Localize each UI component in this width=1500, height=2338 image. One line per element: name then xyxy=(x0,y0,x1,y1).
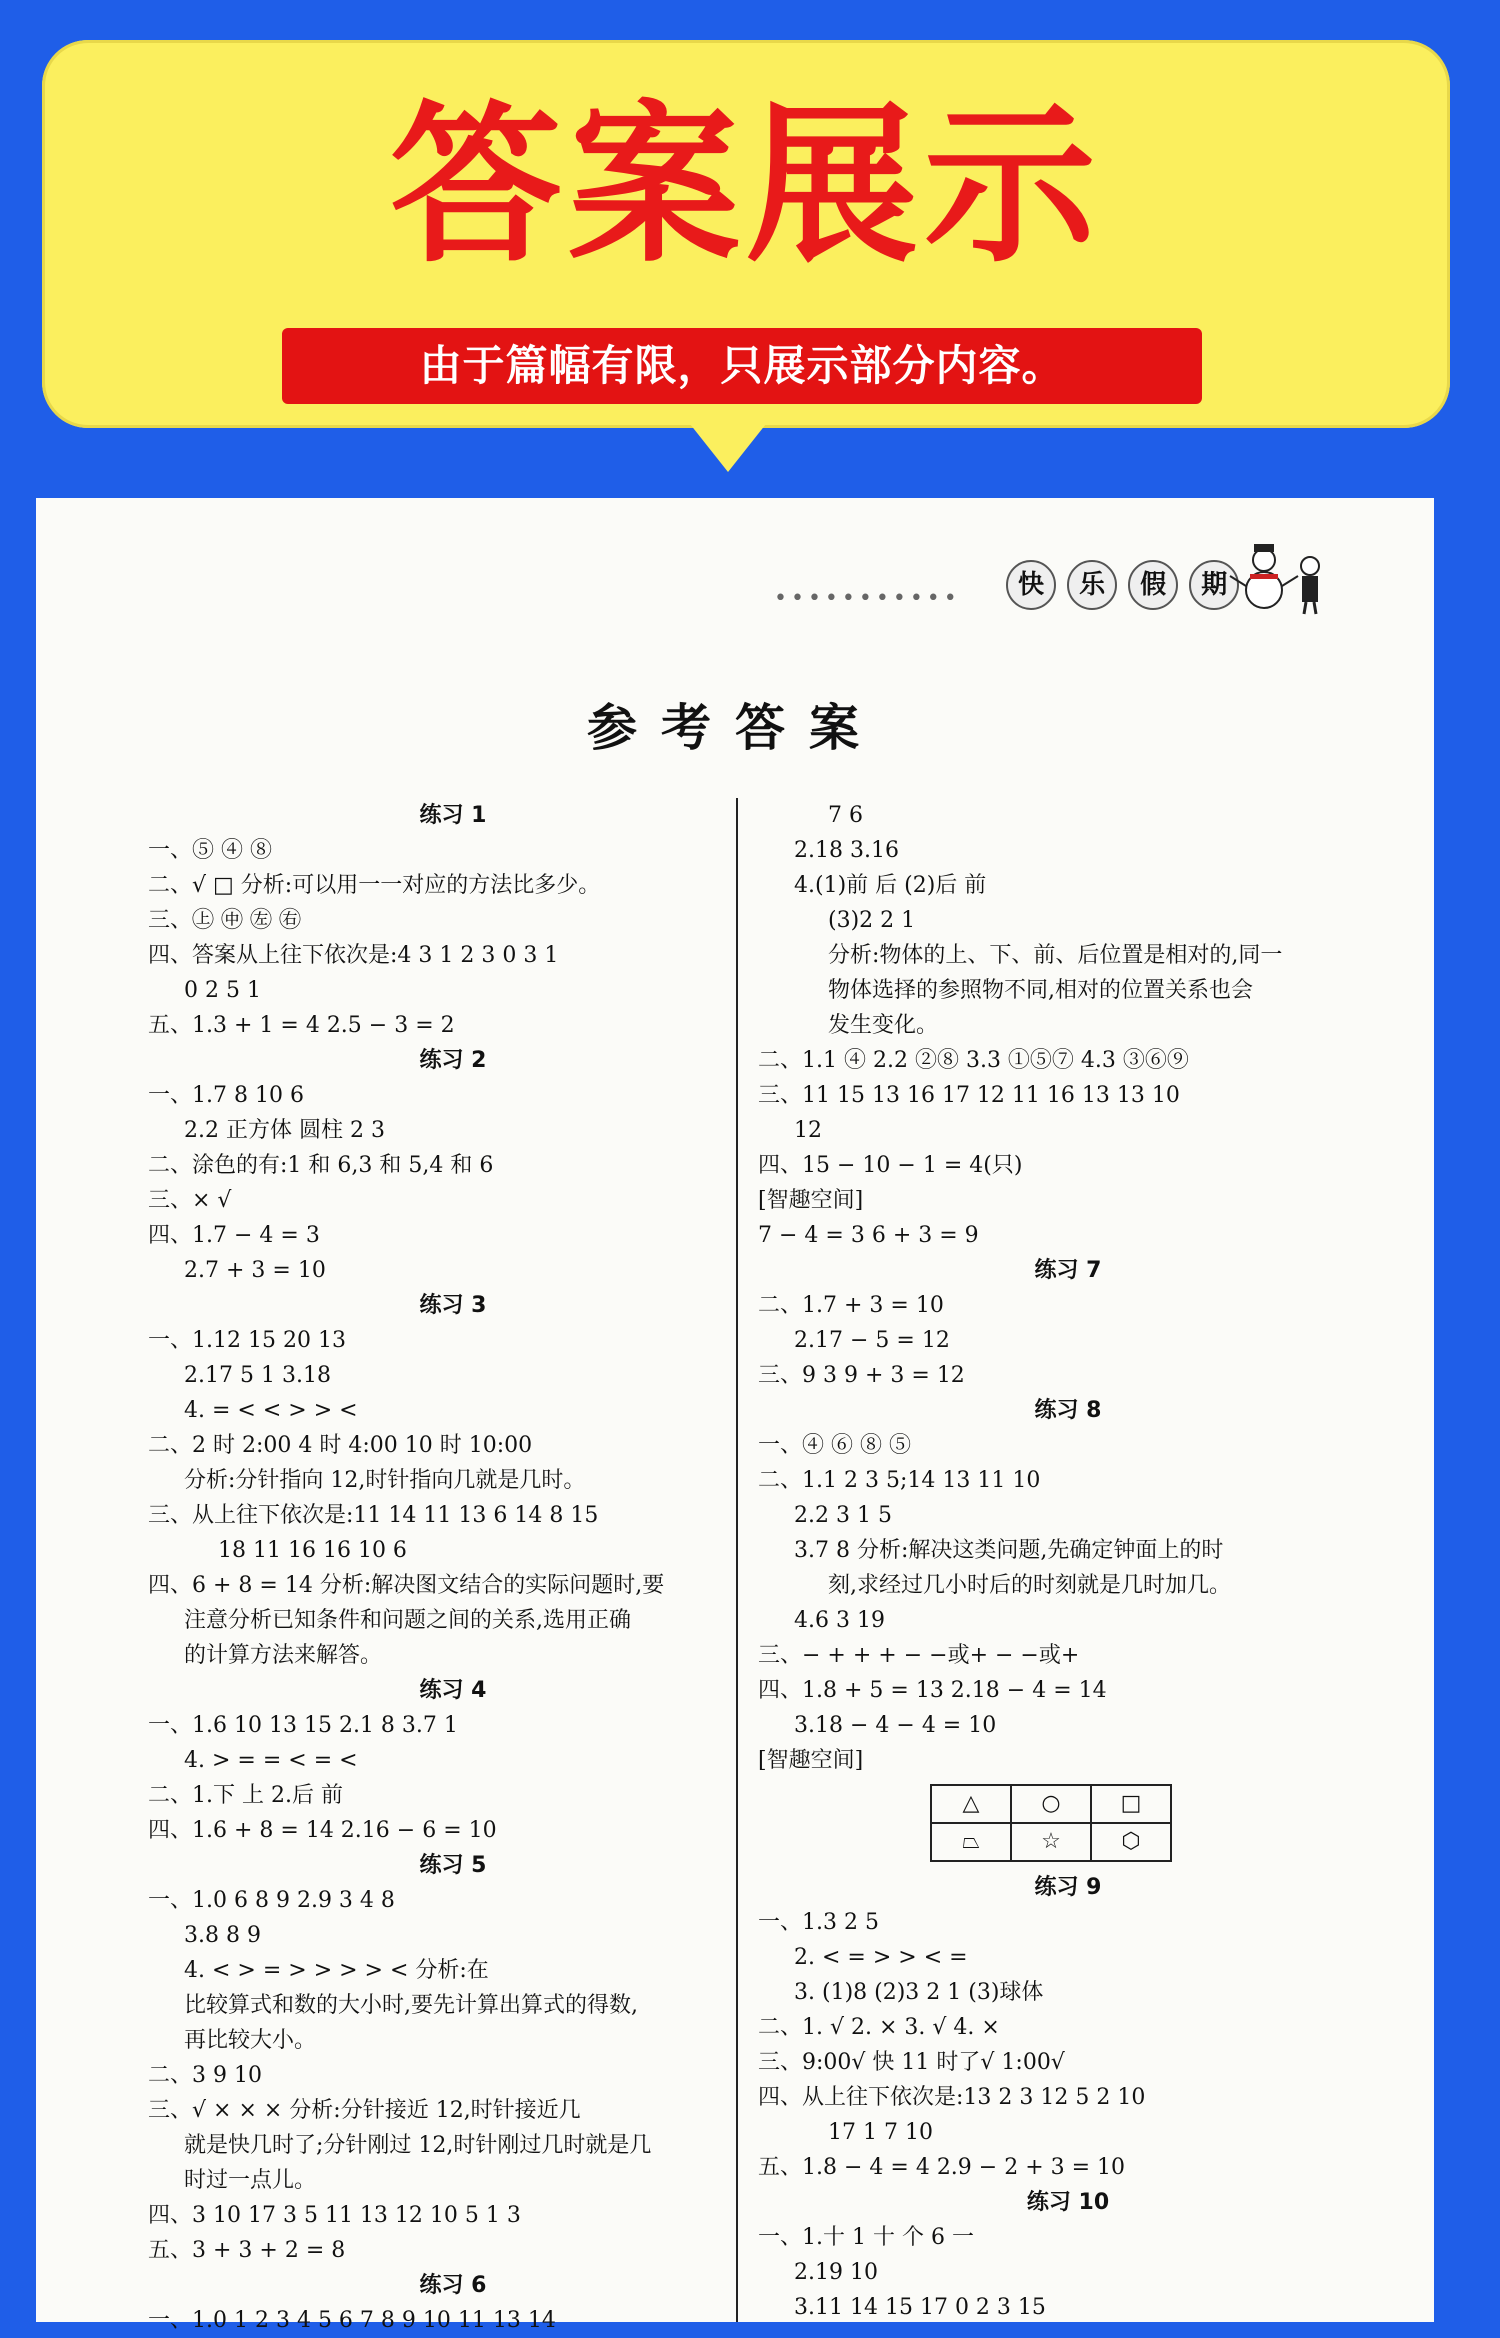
answer-line: [智趣空间] xyxy=(758,1188,864,1213)
answer-line: 三、9 3 9 + 3 = 12 xyxy=(758,1363,965,1388)
answer-line: 一、1.6 10 13 15 2.1 8 3.7 1 xyxy=(148,1713,458,1738)
answer-line: 三、− + + + − −或+ − −或+ xyxy=(758,1643,1080,1668)
answer-line: 2.17 5 1 3.18 xyxy=(184,1363,331,1388)
shape-cell: ⬡ xyxy=(1091,1823,1171,1861)
answer-line: 物体选择的参照物不同,相对的位置关系也会 xyxy=(828,978,1253,1003)
answer-line: 四、15 − 10 − 1 = 4(只) xyxy=(758,1153,1023,1178)
exercise-heading: 练习 10 xyxy=(1026,2190,1110,2215)
answer-line: 4. = < < > > < xyxy=(184,1398,358,1423)
answer-line: 4. > = = < = < xyxy=(184,1748,358,1773)
exercise-heading: 练习 4 xyxy=(419,1678,487,1703)
answer-line: 3.18 − 4 − 4 = 10 xyxy=(794,1713,997,1738)
answer-line: 四、1.6 + 8 = 14 2.16 − 6 = 10 xyxy=(148,1818,497,1843)
answer-line: 发生变化。 xyxy=(828,1013,939,1038)
header-badge: 期 xyxy=(1189,560,1239,610)
answer-line: 3.8 8 9 xyxy=(184,1923,261,1948)
shape-cell: △ xyxy=(931,1785,1011,1823)
shape-cell: ☆ xyxy=(1011,1823,1091,1861)
answer-line: 时过一点儿。 xyxy=(184,2168,317,2193)
exercise-heading: 练习 8 xyxy=(1034,1398,1102,1423)
shape-cell: ○ xyxy=(1011,1785,1091,1823)
answer-line: 3.7 8 分析:解决这类问题,先确定钟面上的时 xyxy=(794,1538,1224,1563)
answer-line: 18 11 16 16 10 6 xyxy=(218,1538,407,1563)
banner-pointer xyxy=(690,424,766,472)
answer-line: 17 1 7 10 xyxy=(828,2120,933,2145)
answer-line: 2. < = > > < = xyxy=(794,1945,968,1970)
answer-column-right xyxy=(758,798,1378,2325)
banner-title: 答案展示 xyxy=(390,85,1102,286)
answer-line: 一、④ ⑥ ⑧ ⑤ xyxy=(758,1433,911,1458)
answer-line: 4. < > = > > > > < 分析:在 xyxy=(184,1958,489,1983)
header-decoration xyxy=(774,538,1334,628)
answer-line: 三、9:00√ 快 11 时了√ 1:00√ xyxy=(758,2050,1065,2075)
answer-line: 比较算式和数的大小时,要先计算出算式的得数, xyxy=(184,1993,638,2018)
answer-line: 4.6 3 19 xyxy=(794,1608,885,1633)
answer-line: 一、1.十 1 十 个 6 一 xyxy=(758,2225,974,2250)
answer-page xyxy=(36,498,1434,2333)
exercise-heading: 练习 9 xyxy=(1034,1875,1102,1900)
exercise-heading: 练习 5 xyxy=(419,1853,487,1878)
header-badge: 乐 xyxy=(1067,560,1117,610)
answer-line: 四、1.7 − 4 = 3 xyxy=(148,1223,320,1248)
answer-line: 2.19 10 xyxy=(794,2260,878,2285)
header-badges xyxy=(1006,560,1245,610)
answer-line: 三、从上往下依次是:11 14 11 13 6 14 8 15 xyxy=(148,1503,599,1528)
answer-line: 一、1.3 2 5 xyxy=(758,1910,879,1935)
answer-line: 就是快几时了;分针刚过 12,时针刚过几时就是几 xyxy=(184,2133,652,2158)
answer-line: 三、11 15 13 16 17 12 11 16 13 13 10 xyxy=(758,1083,1180,1108)
answer-line: 2.2 正方体 圆柱 2 3 xyxy=(184,1118,385,1143)
answer-line: 2.17 − 5 = 12 xyxy=(794,1328,950,1353)
exercise-heading: 练习 3 xyxy=(419,1293,487,1318)
answer-line: 的计算方法来解答。 xyxy=(184,1643,383,1668)
exercise-heading: 练习 2 xyxy=(419,1048,487,1073)
answer-line: 刻,求经过几小时后的时刻就是几时加几。 xyxy=(828,1573,1231,1598)
answer-line: 一、1.12 15 20 13 xyxy=(148,1328,346,1353)
header-badge: 快 xyxy=(1006,560,1056,610)
answer-line: 二、√ □ 分析:可以用一一对应的方法比多少。 xyxy=(148,873,601,898)
answer-line: 一、1.0 1 2 3 4 5 6 7 8 9 10 11 13 14 xyxy=(148,2308,556,2333)
answer-line: 二、1. √ 2. × 3. √ 4. × xyxy=(758,2015,1000,2040)
banner-ribbon xyxy=(282,328,1202,404)
answer-line: 12 xyxy=(794,1118,822,1143)
document-title: 参考答案 xyxy=(587,698,883,757)
shape-cell: ⏢ xyxy=(931,1823,1011,1861)
answer-line: 三、√ × × × 分析:分针接近 12,时针接近几 xyxy=(148,2098,581,2123)
answer-line: [智趣空间] xyxy=(758,1748,864,1773)
answer-line: 分析:物体的上、下、前、后位置是相对的,同一 xyxy=(828,943,1283,968)
answer-line: 二、涂色的有:1 和 6,3 和 5,4 和 6 xyxy=(148,1153,494,1178)
answer-line: 3.11 14 15 17 0 2 3 15 xyxy=(794,2295,1046,2320)
answer-line: 二、1.1 2 3 5;14 13 11 10 xyxy=(758,1468,1041,1493)
shape-cell: □ xyxy=(1091,1785,1171,1823)
answer-line: 2.18 3.16 xyxy=(794,838,899,863)
exercise-heading: 练习 7 xyxy=(1034,1258,1102,1283)
shapes-grid xyxy=(930,1784,1172,1862)
answer-line: 一、1.7 8 10 6 xyxy=(148,1083,304,1108)
answer-line: 一、1.0 6 8 9 2.9 3 4 8 xyxy=(148,1888,395,1913)
answer-line: 二、3 9 10 xyxy=(148,2063,262,2088)
answer-line: (3)2 2 1 xyxy=(828,908,916,933)
header-badge: 假 xyxy=(1128,560,1178,610)
answer-line: 2.2 3 1 5 xyxy=(794,1503,892,1528)
answer-line: 注意分析已知条件和问题之间的关系,选用正确 xyxy=(184,1608,631,1633)
answer-line: 四、答案从上往下依次是:4 3 1 2 3 0 3 1 xyxy=(148,943,559,968)
answer-line: 4.(1)前 后 (2)后 前 xyxy=(794,873,987,898)
answer-line: 四、从上往下依次是:13 2 3 12 5 2 10 xyxy=(758,2085,1146,2110)
answer-line: 五、1.3 + 1 = 4 2.5 − 3 = 2 xyxy=(148,1013,455,1038)
answer-line: 二、1.7 + 3 = 10 xyxy=(758,1293,944,1318)
answer-line: 四、1.8 + 5 = 13 2.18 − 4 = 14 xyxy=(758,1678,1107,1703)
answer-line: 三、㊤ ㊥ ㊧ ㊨ xyxy=(148,908,301,933)
answer-line: 三、× √ xyxy=(148,1188,232,1213)
answer-line: 0 2 5 1 xyxy=(184,978,261,1003)
answer-line: 7 − 4 = 3 6 + 3 = 9 xyxy=(758,1223,979,1248)
exercise-heading: 练习 6 xyxy=(419,2273,487,2298)
answer-line: 五、3 + 3 + 2 = 8 xyxy=(148,2238,346,2263)
answer-line: 再比较大小。 xyxy=(184,2028,317,2053)
answer-line: 2.7 + 3 = 10 xyxy=(184,1258,326,1283)
answer-line: 二、1.下 上 2.后 前 xyxy=(148,1783,343,1808)
header-dots: ••••••••••• xyxy=(774,586,961,611)
banner-subtitle: 由于篇幅有限，只展示部分内容。 xyxy=(419,341,1065,390)
answer-line: 四、6 + 8 = 14 分析:解决图文结合的实际问题时,要 xyxy=(148,1573,665,1598)
answer-line: 一、⑤ ④ ⑧ xyxy=(148,838,272,863)
exercise-heading: 练习 1 xyxy=(419,803,487,828)
answer-line: 二、2 时 2:00 4 时 4:00 10 时 10:00 xyxy=(148,1433,533,1458)
answer-line: 五、1.8 − 4 = 4 2.9 − 2 + 3 = 10 xyxy=(758,2155,1126,2180)
answer-column-left xyxy=(148,798,758,2338)
answer-line: 3. (1)8 (2)3 2 1 (3)球体 xyxy=(794,1980,1044,2005)
answer-line: 二、1.1 ④ 2.2 ②⑧ 3.3 ①⑤⑦ 4.3 ③⑥⑨ xyxy=(758,1048,1189,1073)
answer-line: 四、3 10 17 3 5 11 13 12 10 5 1 3 xyxy=(148,2203,521,2228)
answer-line: 分析:分针指向 12,时针指向几就是几时。 xyxy=(184,1468,586,1493)
snowman-icon xyxy=(1224,538,1334,618)
answer-line: 7 6 xyxy=(828,803,863,828)
banner xyxy=(42,40,1450,428)
